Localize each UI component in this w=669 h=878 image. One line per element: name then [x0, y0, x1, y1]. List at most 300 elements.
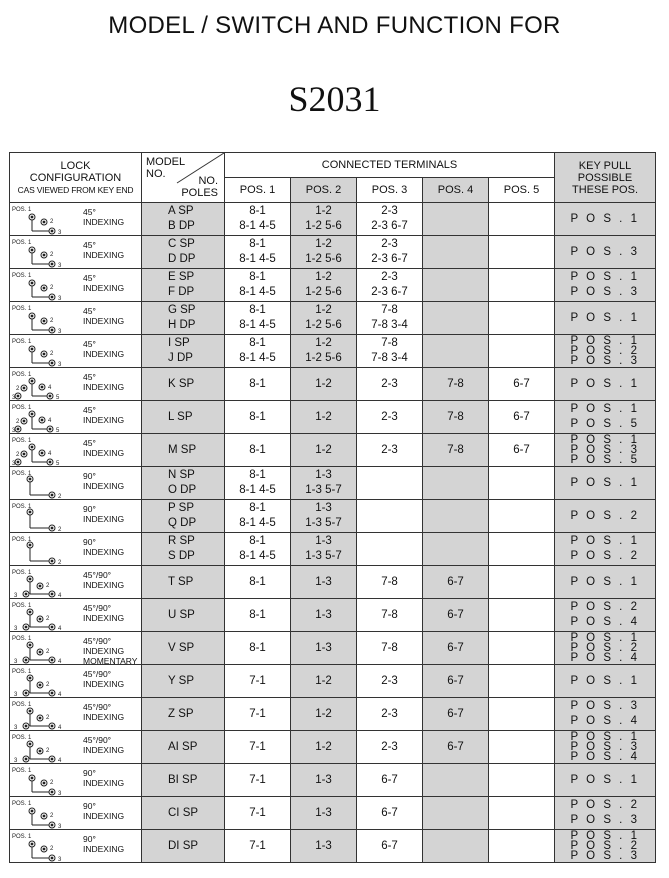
terminal-connection: 7-8 [381, 575, 398, 588]
table-row [10, 368, 656, 401]
table-row [10, 203, 656, 236]
pos-5-cell [489, 203, 555, 236]
table-row [10, 269, 656, 302]
position-dot [31, 777, 34, 780]
lock-diagram-icon [12, 535, 82, 565]
terminal-connection: 7-1 [249, 806, 266, 819]
model-number-poles: O DP [168, 484, 197, 496]
terminal-connection: 1-2 [315, 304, 332, 316]
lock-config-cell [10, 434, 142, 467]
position-label: 2 [50, 846, 54, 852]
key-pull-position: P O S . 5 [570, 454, 640, 466]
pos-1-header: POS. 1 [225, 178, 291, 203]
key-pull-position: P O S . 3 [570, 850, 640, 862]
terminal-connection: 2-3 [381, 740, 398, 753]
model-number-poles: AI SP [168, 740, 198, 753]
indexing-angle: 90° [83, 471, 96, 481]
model-number-poles: DI SP [168, 839, 199, 852]
terminal-connection: 2-3 [381, 410, 398, 423]
pos-2-header: POS. 2 [291, 178, 357, 203]
model-number-poles: K SP [168, 377, 195, 390]
position-dot [51, 560, 54, 563]
key-pull-position: P O S . 1 [570, 632, 640, 644]
pos-5-cell [489, 467, 555, 500]
position-label: POS. 1 [12, 339, 32, 345]
pos-3-header: POS. 3 [357, 178, 423, 203]
pos-1-cell [225, 533, 291, 566]
key-pull-cell [555, 665, 656, 698]
position-label: 3 [58, 296, 62, 301]
pos-1-cell [225, 731, 291, 764]
key-pull-position: P O S . 3 [570, 700, 640, 712]
position-label: 4 [48, 418, 52, 424]
pos-1-cell [225, 797, 291, 830]
key-pull-header [555, 153, 656, 203]
terminal-connection: 6-7 [381, 839, 398, 852]
position-label: 3 [58, 824, 62, 829]
indexing-type: INDEXING [83, 250, 125, 260]
position-dot [51, 758, 54, 761]
model-number-poles: M SP [168, 443, 197, 456]
poles-header-text: NO. [198, 175, 218, 187]
key-pull-cell [555, 203, 656, 236]
position-dot [43, 815, 46, 818]
key-pull-cell [555, 731, 656, 764]
terminal-connection: 6-7 [381, 773, 398, 786]
key-pull-position: P O S . 1 [570, 731, 640, 743]
table-row [10, 698, 656, 731]
pos-1-cell [225, 500, 291, 533]
position-label: 3 [12, 461, 16, 466]
position-dot [51, 329, 54, 332]
position-label: 2 [50, 219, 54, 225]
terminal-connection: 1-3 [315, 535, 332, 547]
position-dot [17, 395, 20, 398]
lock-config-cell [10, 335, 142, 368]
pos-3-cell [357, 203, 423, 236]
key-pull-position: P O S . 1 [570, 377, 640, 390]
pos-3-cell [357, 236, 423, 269]
terminal-connection: 8-1 [249, 410, 266, 423]
pos-3-cell [357, 566, 423, 599]
model-number-poles: B DP [168, 220, 195, 232]
lock-config-cell [10, 731, 142, 764]
model-number-poles: BI SP [168, 773, 198, 786]
indexing-type: INDEXING [83, 283, 125, 293]
pos-1-cell [225, 269, 291, 302]
position-dot [51, 362, 54, 365]
model-cell [142, 203, 225, 236]
terminal-connection: 1-2 [315, 410, 332, 423]
indexing-angle: 45°/90° [83, 603, 112, 613]
position-dot [51, 230, 54, 233]
table-row [10, 434, 656, 467]
position-label: 2 [46, 748, 50, 754]
position-dot [29, 578, 32, 581]
position-label: 3 [58, 329, 62, 334]
position-dot [49, 428, 52, 431]
key-pull-cell [555, 368, 656, 401]
model-cell [142, 335, 225, 368]
position-label: POS. 1 [12, 570, 32, 576]
pos-1-cell [225, 434, 291, 467]
terminal-connection: 1-2 [315, 674, 332, 687]
model-cell [142, 401, 225, 434]
lock-config-cell [10, 599, 142, 632]
position-label: POS. 1 [12, 735, 32, 741]
key-pull-position: P O S . 2 [570, 345, 640, 357]
key-pull-position: P O S . 4 [570, 652, 640, 664]
model-number-poles: Y SP [168, 674, 194, 687]
terminal-connection: 7-1 [249, 674, 266, 687]
terminal-connection: 1-3 5-7 [305, 517, 342, 529]
key-pull-position: P O S . 3 [570, 741, 640, 753]
terminal-connection: 2-3 6-7 [371, 220, 408, 232]
pos-2-cell [291, 599, 357, 632]
position-label: 3 [58, 263, 62, 268]
pos-1-cell [225, 566, 291, 599]
position-label: POS. 1 [12, 603, 32, 609]
position-label: POS. 1 [12, 372, 32, 378]
terminal-connection: 6-7 [447, 575, 464, 588]
indexing-angle: 45°/90° [83, 735, 112, 745]
position-dot [31, 249, 34, 252]
position-label: 4 [58, 626, 62, 631]
position-dot [43, 221, 46, 224]
position-label: POS. 1 [12, 240, 32, 246]
model-number-poles: Z SP [168, 707, 194, 720]
terminal-connection: 1-3 [315, 469, 332, 481]
indexing-angle: 45° [83, 240, 96, 250]
terminal-connection: 6-7 [447, 641, 464, 654]
terminal-connection: 7-8 [381, 337, 398, 349]
position-dot [17, 428, 20, 431]
position-label: 2 [46, 715, 50, 721]
key-pull-position: P O S . 1 [570, 674, 640, 687]
model-cell [142, 533, 225, 566]
position-label: 3 [58, 791, 62, 796]
key-header-line: THESE POS. [571, 183, 639, 196]
page-title: MODEL / SWITCH AND FUNCTION FOR [108, 12, 561, 39]
pos-4-cell [423, 830, 489, 863]
switch-function-table [9, 152, 656, 863]
pos-1-cell [225, 830, 291, 863]
indexing-type: INDEXING [83, 745, 125, 755]
table-row [10, 599, 656, 632]
pos-2-cell [291, 302, 357, 335]
terminal-connection: 1-2 [315, 337, 332, 349]
pos-5-cell [489, 269, 555, 302]
key-pull-position: P O S . 1 [570, 476, 640, 489]
key-pull-position: P O S . 3 [570, 814, 640, 826]
model-cell [142, 566, 225, 599]
position-dot [43, 320, 46, 323]
pos-4-cell [423, 236, 489, 269]
key-pull-cell [555, 401, 656, 434]
position-label: 4 [58, 659, 62, 664]
lock-config-cell [10, 236, 142, 269]
indexing-angle: 90° [83, 834, 96, 844]
pos-1-cell [225, 764, 291, 797]
model-cell [142, 632, 225, 665]
pos-2-cell [291, 269, 357, 302]
lock-diagram-icon [12, 271, 82, 301]
terminal-connection: 2-3 [381, 205, 398, 217]
model-number-poles: E SP [168, 271, 195, 283]
lock-diagram-icon [12, 700, 82, 730]
indexing-angle: 45°/90° [83, 702, 112, 712]
indexing-type: INDEXING [83, 811, 125, 821]
pos-1-cell [225, 236, 291, 269]
model-number-poles: L SP [168, 410, 193, 423]
model-number-poles: D DP [168, 253, 196, 265]
position-dot [31, 348, 34, 351]
position-dot [17, 461, 20, 464]
position-dot [31, 810, 34, 813]
position-label: 3 [14, 725, 18, 730]
terminal-connection: 2-3 6-7 [371, 286, 408, 298]
position-dot [39, 585, 42, 588]
terminal-connection: 1-2 [315, 443, 332, 456]
position-label: 2 [58, 494, 62, 499]
position-label: 4 [48, 385, 52, 391]
terminal-connection: 1-2 [315, 238, 332, 250]
lock-config-cell [10, 500, 142, 533]
position-label: 3 [14, 626, 18, 631]
pos-3-cell [357, 434, 423, 467]
indexing-angle: 45° [83, 306, 96, 316]
table-row [10, 632, 656, 665]
position-dot [29, 710, 32, 713]
pos-5-cell [489, 599, 555, 632]
key-pull-position: P O S . 1 [570, 575, 640, 588]
indexing-type: INDEXING [83, 844, 125, 854]
pos-3-cell [357, 335, 423, 368]
lock-diagram-icon [12, 832, 82, 862]
pos-1-cell [225, 665, 291, 698]
position-label: 4 [58, 758, 62, 763]
key-pull-position: P O S . 3 [570, 286, 640, 298]
key-pull-position: P O S . 1 [570, 535, 640, 547]
model-cell [142, 731, 225, 764]
terminal-connection: 8-1 [249, 469, 266, 481]
pos-2-cell [291, 698, 357, 731]
position-dot [31, 446, 34, 449]
position-dot [51, 494, 54, 497]
pos-2-cell [291, 731, 357, 764]
model-number-poles: I SP [168, 337, 190, 349]
terminal-connection: 2-3 [381, 443, 398, 456]
position-label: 2 [46, 649, 50, 655]
position-label: 2 [50, 252, 54, 258]
lock-config-cell [10, 467, 142, 500]
lock-diagram-icon [12, 337, 82, 367]
model-number-poles: Q DP [168, 517, 197, 529]
lock-config-cell [10, 401, 142, 434]
position-label: 5 [56, 461, 60, 466]
key-pull-position: P O S . 2 [570, 799, 640, 811]
lock-header-line: CAS VIEWED FROM KEY END [17, 184, 134, 195]
terminal-connection: 2-3 [381, 674, 398, 687]
terminal-connection: 8-1 [249, 238, 266, 250]
lock-diagram-icon [12, 799, 82, 829]
position-dot [49, 395, 52, 398]
position-dot [39, 684, 42, 687]
lock-diagram-icon [12, 436, 82, 466]
key-pull-position: P O S . 1 [570, 434, 640, 446]
indexing-type: INDEXING [83, 217, 125, 227]
position-dot [31, 843, 34, 846]
position-label: 2 [50, 318, 54, 324]
position-dot [43, 353, 46, 356]
pos-3-cell [357, 500, 423, 533]
pos-5-cell [489, 797, 555, 830]
pos-2-cell [291, 368, 357, 401]
terminal-connection: 6-7 [513, 377, 530, 390]
indexing-type: INDEXING [83, 646, 125, 656]
terminal-connection: 1-2 5-6 [305, 220, 342, 232]
key-pull-position: P O S . 3 [570, 245, 640, 258]
pos-5-cell [489, 302, 555, 335]
position-label: POS. 1 [12, 471, 32, 477]
terminal-connection: 1-3 [315, 839, 332, 852]
position-label: POS. 1 [12, 636, 32, 642]
position-label: 2 [46, 682, 50, 688]
position-dot [23, 453, 26, 456]
indexing-angle: 45°/90° [83, 669, 112, 679]
position-dot [29, 644, 32, 647]
table-row [10, 401, 656, 434]
position-dot [25, 626, 28, 629]
position-dot [43, 254, 46, 257]
pos-4-cell [423, 566, 489, 599]
model-cell [142, 434, 225, 467]
indexing-angle: 45° [83, 372, 96, 382]
position-label: 2 [16, 386, 20, 392]
position-dot [41, 419, 44, 422]
pos-2-cell [291, 500, 357, 533]
position-label: 3 [58, 230, 62, 235]
position-dot [49, 461, 52, 464]
position-dot [29, 743, 32, 746]
pos-2-cell [291, 566, 357, 599]
terminal-connection: 6-7 [447, 608, 464, 621]
lock-config-cell [10, 566, 142, 599]
lock-diagram-icon [12, 502, 82, 532]
key-pull-position: P O S . 5 [570, 418, 640, 430]
terminal-connection: 6-7 [447, 707, 464, 720]
key-pull-cell [555, 236, 656, 269]
position-dot [29, 677, 32, 680]
terminal-connection: 8-1 4-5 [239, 220, 276, 232]
key-pull-cell [555, 434, 656, 467]
key-pull-cell [555, 533, 656, 566]
table-row [10, 302, 656, 335]
indexing-type: INDEXING [83, 514, 125, 524]
key-pull-cell [555, 599, 656, 632]
model-cell [142, 665, 225, 698]
terminal-connection: 2-3 [381, 707, 398, 720]
key-pull-position: P O S . 1 [570, 212, 640, 225]
terminal-connection: 7-8 3-4 [371, 319, 408, 331]
terminal-connection: 1-2 [315, 377, 332, 390]
terminal-connection: 2-3 [381, 238, 398, 250]
key-pull-cell [555, 302, 656, 335]
model-poles-header [142, 153, 225, 203]
model-cell [142, 698, 225, 731]
terminal-connection: 1-3 5-7 [305, 550, 342, 562]
pos-4-header: POS. 4 [423, 178, 489, 203]
terminal-connection: 1-3 [315, 773, 332, 786]
pos-1-cell [225, 302, 291, 335]
pos-5-cell [489, 698, 555, 731]
pos-5-cell [489, 335, 555, 368]
pos-3-cell [357, 665, 423, 698]
indexing-type: INDEXING [83, 448, 125, 458]
indexing-type: MOMENTARY [83, 656, 138, 666]
indexing-type: INDEXING [83, 349, 125, 359]
terminal-connection: 7-8 [381, 304, 398, 316]
terminal-connection: 1-3 5-7 [305, 484, 342, 496]
position-dot [23, 420, 26, 423]
terminal-connection: 1-2 5-6 [305, 286, 342, 298]
pos-5-cell [489, 500, 555, 533]
position-label: 2 [46, 583, 50, 589]
lock-header-line: LOCK [60, 159, 91, 172]
position-label: 5 [56, 395, 60, 400]
pos-1-cell [225, 401, 291, 434]
lock-config-cell [10, 797, 142, 830]
position-dot [51, 296, 54, 299]
poles-header-text: POLES [181, 187, 218, 199]
lock-header-line: CONFIGURATION [29, 171, 122, 184]
pos-5-cell [489, 665, 555, 698]
indexing-angle: 45° [83, 339, 96, 349]
pos-3-cell [357, 797, 423, 830]
model-number-poles: S DP [168, 550, 195, 562]
indexing-angle: 90° [83, 801, 96, 811]
pos-1-cell [225, 368, 291, 401]
pos-1-cell [225, 335, 291, 368]
lock-diagram-icon [12, 469, 82, 499]
position-label: POS. 1 [12, 801, 32, 807]
position-dot [43, 782, 46, 785]
pos-3-cell [357, 302, 423, 335]
position-dot [25, 659, 28, 662]
model-number-poles: H DP [168, 319, 196, 331]
pos-5-cell [489, 434, 555, 467]
indexing-angle: 90° [83, 537, 96, 547]
pos-3-cell [357, 401, 423, 434]
indexing-angle: 45°/90° [83, 636, 112, 646]
terminal-connection: 7-8 [381, 608, 398, 621]
lock-config-cell [10, 302, 142, 335]
position-dot [51, 692, 54, 695]
pos-5-cell [489, 401, 555, 434]
terminal-connection: 6-7 [381, 806, 398, 819]
model-number-poles: U SP [168, 608, 195, 621]
terminal-connection: 8-1 [249, 337, 266, 349]
pos-4-cell [423, 797, 489, 830]
pos-5-cell [489, 566, 555, 599]
indexing-type: INDEXING [83, 382, 125, 392]
terminal-connection: 6-7 [513, 410, 530, 423]
model-number-poles: F DP [168, 286, 195, 298]
model-cell [142, 797, 225, 830]
pos-4-cell [423, 764, 489, 797]
terminal-connection: 8-1 4-5 [239, 550, 276, 562]
pos-4-cell [423, 368, 489, 401]
